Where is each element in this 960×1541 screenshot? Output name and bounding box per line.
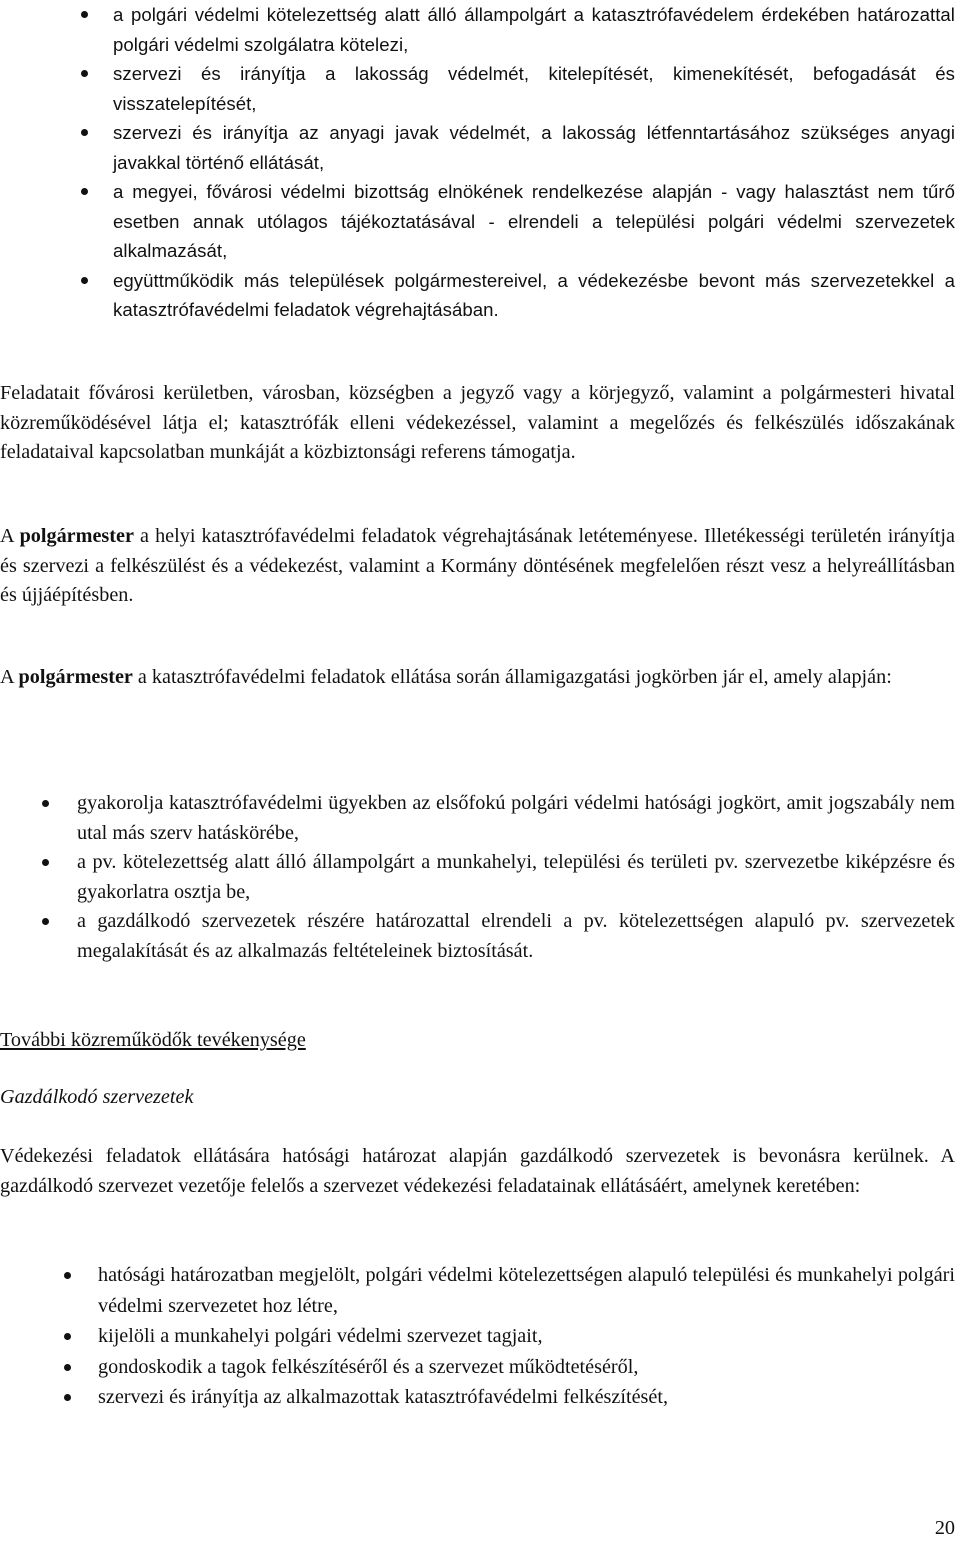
list-item: kijelöli a munkahelyi polgári védelmi szervezet tagjait, <box>0 1321 955 1352</box>
paragraph-lead: A <box>0 525 20 547</box>
paragraph-rest: a katasztrófavédelmi feladatok ellátása során államigazgatási jogkörben jár el, amely alapján: <box>132 666 892 688</box>
paragraph-mayor-authority <box>0 663 955 693</box>
list-item: a pv. kötelezettség alatt álló állampolgárt a munkahelyi, települési és területi pv. szervezetbe kiképzésre és gyakorlatra osztja be, <box>0 848 955 907</box>
page-number: 20 <box>934 1517 955 1539</box>
paragraph-mayor-responsibility <box>0 522 955 611</box>
bold-term-mayor: polgármester <box>19 525 134 547</box>
paragraph-rest: a helyi katasztrófavédelmi feladatok végrehajtásának letéteményese. Illetékességi területén irányítja és szervezi a felkészülést és a védekezést, valamint a Kormány döntésének megfelelően részt vesz a helyreállításban és újjáépítésben. <box>0 525 955 606</box>
list-item: gyakorolja katasztrófavédelmi ügyekben az elsőfokú polgári védelmi hatósági jogkört, amit jogszabály nem utal más szerv hatáskörébe, <box>0 789 955 848</box>
list-item: szervezi és irányítja a lakosság védelmét, kitelepítését, kimenekítését, befogadását és visszatelepítését, <box>0 59 955 118</box>
subsection-heading: Gazdálkodó szervezetek <box>0 1086 194 1108</box>
list-item: hatósági határozatban megjelölt, polgári védelmi kötelezettségen alapuló települési és munkahelyi polgári védelmi szervezetet hoz létre, <box>0 1260 955 1321</box>
paragraph-lead: A <box>0 666 19 688</box>
mayor-duties-list <box>0 0 955 325</box>
list-item: a gazdálkodó szervezetek részére határozattal elrendeli a pv. kötelezettségen alapuló pv. szervezetek megalakítását és az alkalmazás feltételeinek biztosítását. <box>0 907 955 966</box>
paragraph-tasks-support: Feladatait fővárosi kerületben, városban, községben a jegyző vagy a körjegyző, valamint a polgármesteri hivatal közreműködésével látja el; katasztrófák elleni védekezéssel, valamint a megelőzés és felkészülés időszakának feladataival kapcsolatban munkáját a közbiztonsági referens támogatja. <box>0 382 955 463</box>
paragraph-business-organizations: Védekezési feladatok ellátására hatósági határozat alapján gazdálkodó szervezetek is bevonásra kerülnek. A gazdálkodó szervezet vezetője felelős a szervezet védekezési feladatainak ellátásáért, amelynek keretében: <box>0 1145 955 1197</box>
list-item: gondoskodik a tagok felkészítéséről és a szervezet működtetéséről, <box>0 1352 955 1383</box>
list-item: a megyei, fővárosi védelmi bizottság elnökének rendelkezése alapján - vagy halasztást nem tűrő esetben annak utólagos tájékoztatásával - elrendeli a települési polgári védelmi szervezetek alkalmazását, <box>0 177 955 266</box>
organization-leader-duties-list <box>0 1260 955 1413</box>
authority-duties-list <box>0 789 955 966</box>
list-item: szervezi és irányítja az anyagi javak védelmét, a lakosság létfenntartásához szükséges anyagi javakkal történő ellátását, <box>0 118 955 177</box>
list-item: a polgári védelmi kötelezettség alatt álló állampolgárt a katasztrófavédelem érdekében határozattal polgári védelmi szolgálatra kötelezi, <box>0 0 955 59</box>
bold-term-mayor: polgármester <box>18 666 133 688</box>
list-item: együttműködik más települések polgármestereivel, a védekezésbe bevont más szervezetekkel a katasztrófavédelmi feladatok végrehajtásában. <box>0 266 955 325</box>
list-item: szervezi és irányítja az alkalmazottak katasztrófavédelmi felkészítését, <box>0 1382 955 1413</box>
section-heading: További közreműködők tevékenysége <box>0 1029 306 1051</box>
